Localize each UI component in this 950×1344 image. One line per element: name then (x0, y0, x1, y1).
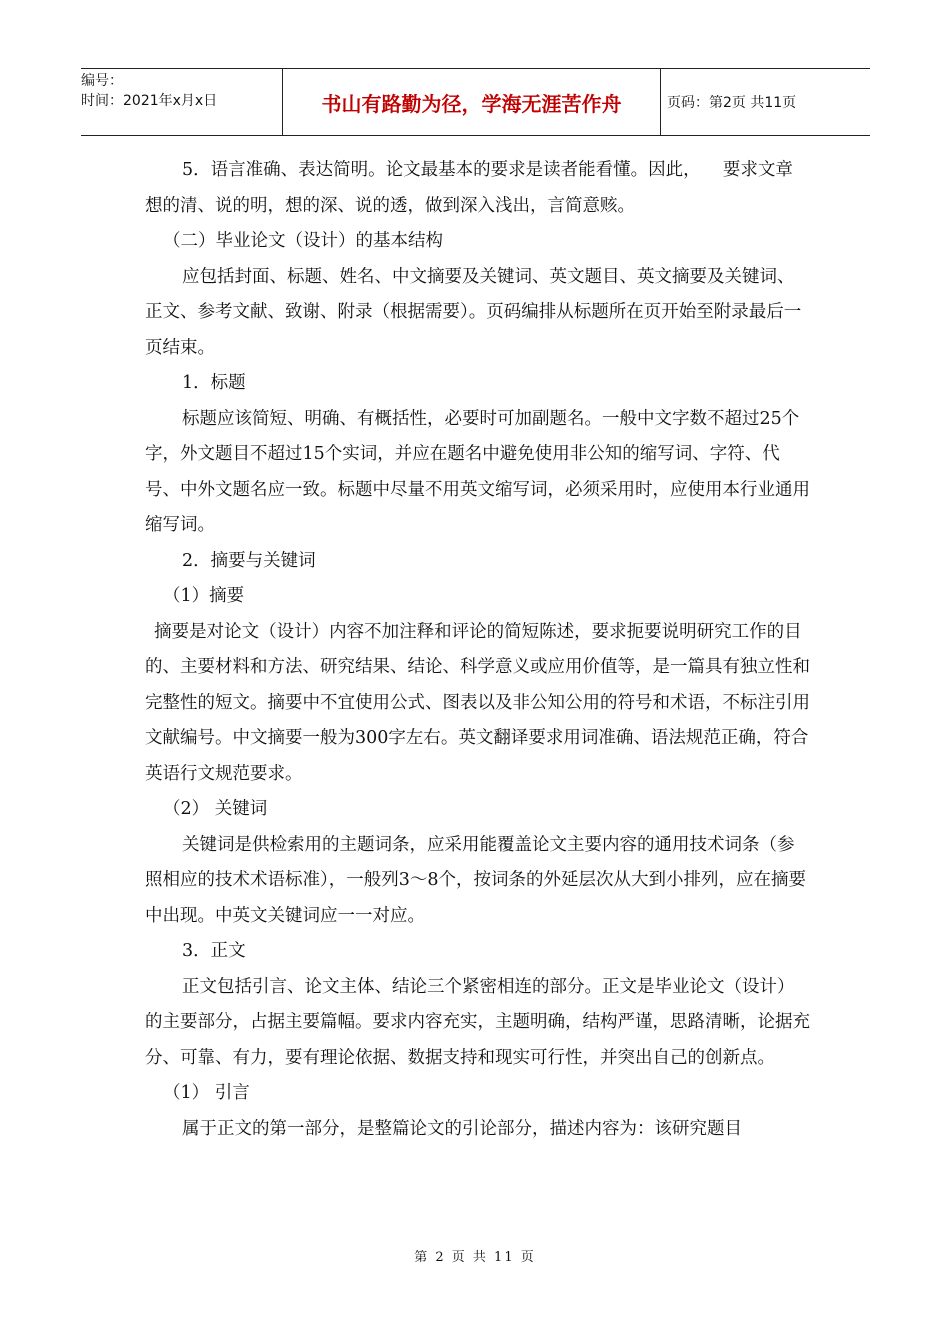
paragraph: （2） 关键词 (163, 799, 268, 819)
page-footer: 第 2 页 共 11 页 (414, 1250, 536, 1265)
document-body (145, 153, 810, 1147)
paragraph: 应包括封面、标题、姓名、中文摘要及关键词、英文题目、英文摘要及关键词、正文、参考文献、致谢、附录（根据需要）。页码编排从标题所在页开始至附录最后一页结束。 (145, 266, 802, 358)
paragraph: 属于正文的第一部分，是整篇论文的引论部分，描述内容为：该研究题目 (182, 1118, 742, 1139)
paragraph: 关键词是供检索用的主题词条，应采用能覆盖论文主要内容的通用技术词条（参照相应的技术术语标准），一般列3～8个，按词条的外延层次从大到小排列，应在摘要中出现。中英文关键词应一一对应。 (145, 834, 807, 926)
paragraph: 1．标题 (182, 373, 246, 393)
paragraph: 2．摘要与关键词 (182, 550, 316, 571)
header-motto: 书山有路勤为径，学海无涯苦作舟 (283, 69, 661, 135)
paragraph: （二）毕业论文（设计）的基本结构 (163, 231, 443, 251)
serial-label: 编号： (81, 73, 123, 89)
paragraph: 标题应该简短、明确、有概括性，必要时可加副题名。一般中文字数不超过25个字，外文题目不超过15个实词，并应在题名中避免使用非公知的缩写词、字符、代号、中外文题名应一致。标题中尽量不用英文缩写词，必须采用时，应使用本行业通用缩写词。 (145, 408, 810, 535)
header-page-info: 页码：第2页 共11页 (667, 95, 797, 111)
time-label: 时间：2021年x月x日 (81, 93, 218, 109)
paragraph: （1）摘要 (163, 586, 245, 606)
header-meta (81, 69, 283, 135)
paragraph: 正文包括引言、论文主体、结论三个紧密相连的部分。正文是毕业论文（设计）的主要部分，占据主要篇幅。要求内容充实，主题明确，结构严谨，思路清晰，论据充分、可靠、有力，要有理论依据、数据支持和现实可行性，并突出自己的创新点。 (145, 976, 810, 1068)
paragraph: 5．语言准确、表达简明。论文最基本的要求是读者能看懂。因此， 要求文章想的清、说的明，想的深、说的透，做到深入浅出，言简意赅。 (145, 160, 793, 216)
paragraph: 摘要是对论文（设计）内容不加注释和评论的简短陈述，要求扼要说明研究工作的目的、主要材料和方法、研究结果、结论、科学意义或应用价值等，是一篇具有独立性和完整性的短文。摘要中不宜使用公式、图表以及非公知公用的符号和术语，不标注引用文献编号。中文摘要一般为300字左右。英文翻译要求用词准确、语法规范正确，符合英语行文规范要求。 (143, 621, 810, 784)
paragraph: （1） 引言 (163, 1083, 250, 1103)
page-header (81, 68, 870, 136)
paragraph: 3．正文 (182, 941, 246, 961)
